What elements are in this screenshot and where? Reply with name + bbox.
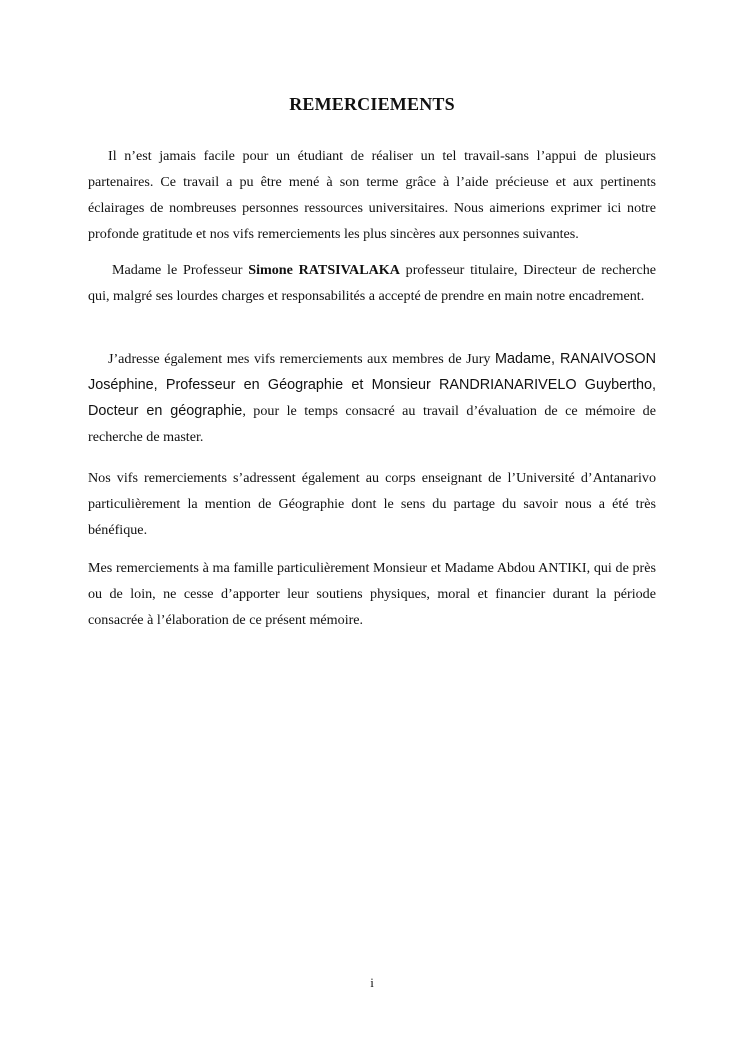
paragraph-director-text-after: professeur titulaire, Directeur de recherche qui, malgré ses lourdes charges et responsabilités a accepté de prendre en main notre encadrement. <box>88 262 656 304</box>
paragraph-jury <box>88 346 656 450</box>
document-page <box>88 0 656 1053</box>
jury-members: Madame, RANAIVOSON Joséphine, Professeur en Géographie et Monsieur RANDRIANARIVELO Guybertho, Docteur en géographie <box>88 351 656 419</box>
paragraph-jury-text-before: J’adresse également mes vifs remerciements aux membres de Jury <box>108 351 496 367</box>
page-number: i <box>370 975 374 990</box>
paragraph-faculty: Nos vifs remerciements s’adressent également au corps enseignant de l’Université d’Antanarivo particulièrement la mention de Géographie dont le sens du partage du savoir nous a été très bénéfique. <box>88 470 656 538</box>
paragraph-family: Mes remerciements à ma famille particulièrement Monsieur et Madame Abdou ANTIKI, qui de près ou de loin, ne cesse d’apporter leur soutiens physiques, moral et financier durant la période consacrée à l’élaboration de ce présent mémoire. <box>88 560 656 628</box>
director-name: Simone RATSIVALAKA <box>248 262 400 278</box>
paragraph-director-text-before: Madame le Professeur <box>112 262 249 278</box>
paragraph-director <box>88 257 656 309</box>
page-title: REMERCIEMENTS <box>289 94 455 114</box>
paragraph-jury-text-after: , pour le temps consacré au travail d’évaluation de ce mémoire de recherche de master. <box>88 403 656 445</box>
paragraph-intro: Il n’est jamais facile pour un étudiant de réaliser un tel travail-sans l’appui de plusieurs partenaires. Ce travail a pu être mené à son terme grâce à l’aide précieuse et aux pertinents éclairages de nombreuses personnes ressources universitaires. Nous aimerions exprimer ici notre profonde gratitude et nos vifs remerciements les plus sincères aux personnes suivantes. <box>88 148 656 242</box>
